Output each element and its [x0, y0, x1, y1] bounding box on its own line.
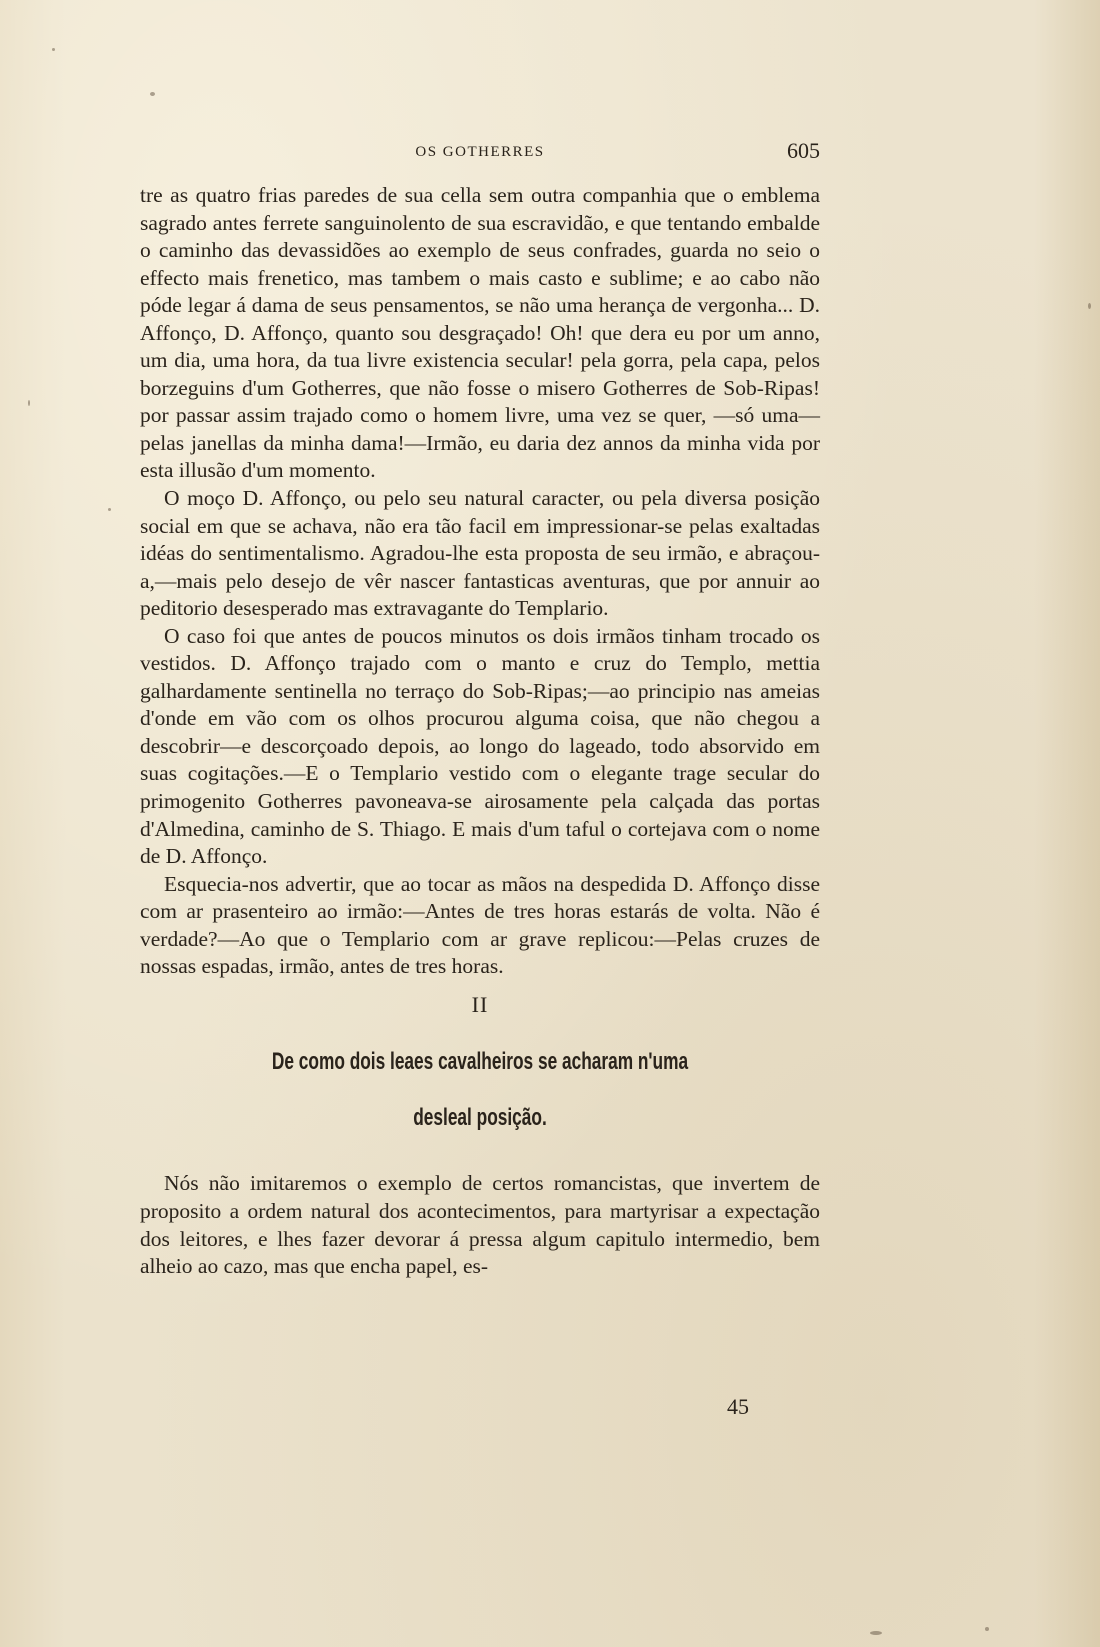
body-text [140, 182, 820, 1281]
ink-speck [1088, 303, 1091, 309]
ink-speck [28, 400, 30, 406]
paragraph-5: Nós não imitaremos o exemplo de certos romancistas, que invertem de proposito a ordem natural dos acontecimentos, para martyrisar a expectação dos leitores, e lhes fazer devorar á pressa algum capitulo intermedio, bem alheio ao cazo, mas que encha papel, es- [140, 1171, 820, 1279]
chapter-number: II [471, 991, 489, 1017]
ink-speck [150, 92, 155, 96]
page-number: 605 [787, 138, 820, 163]
running-head-title: OS GOTHERRES [415, 144, 545, 160]
paragraph-4: Esquecia-nos advertir, que ao tocar as mãos na despedida D. Affonço disse com ar prasenteiro ao irmão:—Antes de tres horas estarás de volta. Não é verdade?—Ao que o Templario com ar grave replicou:—Pelas cruzes de nossas espadas, irmão, antes de tres horas. [140, 871, 820, 979]
ink-speck [108, 508, 111, 511]
paragraph-1: tre as quatro frias paredes de sua cella sem outra companhia que o emblema sagrado antes ferrete sanguinolento de sua escravidão, e que tentando embalde o caminho das devassidões ao exemplo de seus confrades, guarda no seio o effecto mais frenetico, mas tambem o mais casto e sublime; e ao cabo não póde legar á dama de seus pensamentos, se não uma herança de vergonha... D. Affonço, D. Affonço, quanto sou desgraçado! Oh! que dera eu por um anno, um dia, uma hora, da tua livre existencia secular! pela gorra, pela capa, pelos borzeguins d'um Gotherres, que não fosse o misero Gotherres de Sob-Ripas! por passar assim trajado como o homem livre, uma vez se quer, —só uma—pelas janellas da minha dama!—Irmão, eu daria dez annos da minha vida por esta illusão d'um momento. [140, 183, 820, 483]
ink-speck [870, 1631, 882, 1635]
chapter-title-line-2: desleal posição. [413, 1104, 547, 1132]
chapter-title [235, 1034, 725, 1146]
running-head [140, 138, 820, 166]
paragraph-2: O moço D. Affonço, ou pelo seu natural caracter, ou pela diversa posição social em que se achava, não era tão facil em impressionar-se pelas exaltadas idéas do sentimentalismo. Agradou-lhe esta proposta de seu irmão, e abraçou-a,—mais pelo desejo de vêr nascer fantasticas aventuras, que por annuir ao peditorio desesperado mas extravagante do Templario. [140, 486, 820, 621]
paragraph-3: O caso foi que antes de poucos minutos os dois irmãos tinham trocado os vestidos. D. Affonço trajado com o manto e cruz do Templo, mettia galhardamente sentinella no terraço do Sob-Ripas;—ao principio nas ameias d'onde em vão com os olhos procurou alguma coisa, que não chegou a descobrir—e descorçoado depois, ao longo do lageado, todo absorvido em suas cogitações.—E o Templario vestido com o elegante trage secular do primogenito Gotherres pavoneava-se airosamente pela calçada das portas d'Almedina, caminho de S. Thiago. E mais d'um taful o cortejava com o nome de D. Affonço. [140, 623, 820, 869]
ink-speck [52, 48, 55, 51]
signature-mark: 45 [727, 1394, 749, 1419]
ink-speck [985, 1627, 989, 1631]
chapter-title-line-1: De como dois leaes cavalheiros se acharam n'uma [271, 1048, 689, 1076]
